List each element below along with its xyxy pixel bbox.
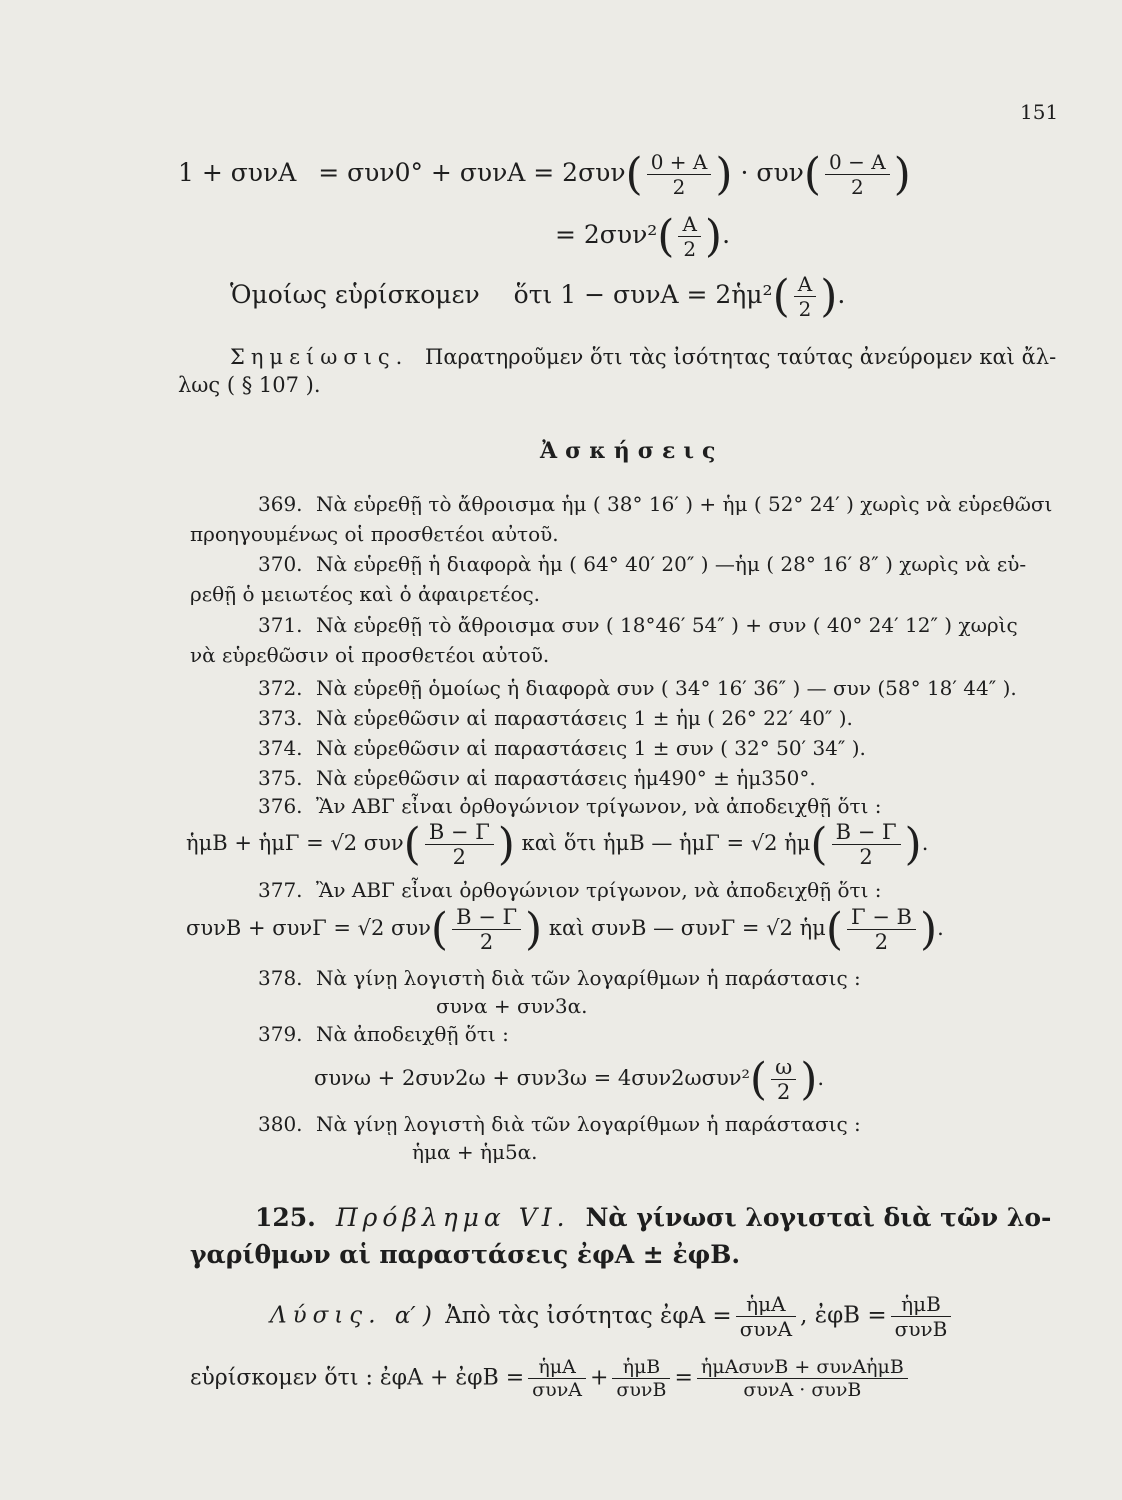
denominator: 2 <box>794 296 816 321</box>
paren: ) <box>820 270 838 322</box>
denominator: 2 <box>678 236 700 261</box>
exercise-number: 369. <box>258 492 303 516</box>
solution-text: Ἀπὸ τὰς ἰσότητας ἐφA = <box>445 1302 732 1329</box>
solution-line-1 <box>270 1292 955 1341</box>
paren: ( <box>749 1053 768 1105</box>
problem-number: 125. <box>255 1203 316 1232</box>
paren: ) <box>893 148 911 200</box>
exercises-heading: Ἀσκήσεις <box>540 438 724 464</box>
paren: ) <box>704 210 723 262</box>
denominator: 2 <box>825 174 890 199</box>
paren: ( <box>803 148 822 200</box>
exercise-372 <box>258 676 1017 700</box>
remark-label: Σημείωσις. <box>230 345 409 369</box>
exercise-text: Νὰ γίνῃ λογιστὴ διὰ τῶν λογαρίθμων ἡ παράστασις : <box>316 1112 861 1136</box>
paren: ) <box>800 1053 818 1105</box>
numerator: Γ − B <box>850 905 912 929</box>
numerator: B − Γ <box>428 820 490 844</box>
fraction <box>612 1356 670 1401</box>
numerator: B − Γ <box>456 905 518 929</box>
equation-379: συνω + 2συν2ω + συν3ω = 4συν2ωσυν²( $\frac{\omega}{2}$ ). <box>314 1053 825 1105</box>
derivation-step: ὅτι 1 − συνA = 2ἡμ² <box>513 280 773 309</box>
denominator: 2 <box>647 174 712 199</box>
problem-title-line-2: γαρίθμων αἱ παραστάσεις ἐφA ± ἐφB. <box>190 1240 741 1269</box>
denominator: 2 <box>425 844 494 869</box>
numerator: 0 + A <box>650 150 708 174</box>
exercise-369 <box>258 492 1052 516</box>
paren: ( <box>430 903 449 955</box>
exercise-375 <box>258 766 816 790</box>
equation-part: συνB + συνΓ = √2 συν <box>186 916 431 940</box>
paren: ( <box>825 903 843 955</box>
similarly-text: Ὁμοίως εὑρίσκομεν <box>230 280 480 309</box>
problem-title: Νὰ γίνωσι λογισταὶ διὰ τῶν λο- <box>585 1203 1052 1232</box>
denominator: 2 <box>771 1079 796 1104</box>
denominator: συνB <box>891 1316 952 1341</box>
denominator: συνA <box>736 1316 796 1341</box>
times-cos: · συν <box>740 158 804 187</box>
derivation-step: = συν0° + συνA = 2συν <box>318 158 626 187</box>
denominator: 2 <box>452 929 521 954</box>
exercise-text: Νὰ εὑρεθῶσιν αἱ παραστάσεις ἡμ490° ± ἡμ350°. <box>316 766 816 790</box>
paren: ) <box>715 148 733 200</box>
exercise-text: Ἂν ΑΒΓ εἶναι ὀρθογώνιον τρίγωνον, νὰ ἀποδειχθῇ ὅτι : <box>316 794 882 818</box>
numerator: ἡμB <box>622 1356 661 1378</box>
exercise-371-cont: νὰ εὑρεθῶσιν οἱ προσθετέοι αὐτοῦ. <box>190 643 550 667</box>
exercise-number: 376. <box>258 794 303 818</box>
remark-line-1 <box>230 345 1056 369</box>
equation-part: συνω + 2συν2ω + συν3ω = 4συν2ωσυν² <box>314 1066 750 1090</box>
numerator: ἡμB <box>901 1292 941 1316</box>
exercise-370-cont: ρεθῇ ὁ μειωτέος καὶ ὁ ἀφαιρετέος. <box>190 582 541 606</box>
exercise-number: 371. <box>258 613 303 637</box>
denominator: 2 <box>847 929 916 954</box>
exercise-text: Νὰ εὑρεθῇ τὸ ἄθροισμα ἡμ ( 38° 16′ ) + ἡμ ( 52° 24′ ) χωρὶς νὰ εὑρεθῶσι <box>316 492 1053 516</box>
fraction <box>697 1356 908 1401</box>
paren: ( <box>772 270 790 322</box>
exercise-text: Νὰ γίνῃ λογιστὴ διὰ τῶν λογαρίθμων ἡ παράστασις : <box>316 966 861 990</box>
exercise-number: 372. <box>258 676 303 700</box>
derivation-step: = 2συν² <box>555 220 658 249</box>
exercise-number: 378. <box>258 966 303 990</box>
exercise-number: 379. <box>258 1022 303 1046</box>
solution-part: α′ ) <box>394 1302 432 1329</box>
fraction <box>847 905 916 954</box>
exercise-380 <box>258 1112 861 1136</box>
exercise-378-expr: συνα + συν3α. <box>436 994 588 1018</box>
exercise-text: Νὰ εὑρεθῇ τὸ ἄθροισμα συν ( 18°46′ 54″ ) + συν ( 40° 24′ 12″ ) χωρὶς <box>316 613 1018 637</box>
solution-label: Λύσις. <box>270 1302 382 1329</box>
fraction <box>794 272 816 321</box>
fraction <box>825 150 890 199</box>
exercise-text: Νὰ εὑρεθῶσιν αἱ παραστάσεις 1 ± συν ( 32° 50′ 34″ ). <box>316 736 866 760</box>
paren: ) <box>525 903 543 955</box>
derivation-line-3: Ὁμοίως εὑρίσκομεν ὅτι 1 − συνA = 2ἡμ²( $\frac{A}{2}$ ). <box>230 270 846 322</box>
fraction <box>425 820 494 869</box>
numerator: A <box>797 272 813 296</box>
equals-sign: = <box>674 1365 693 1391</box>
numerator: 0 − A <box>829 150 886 174</box>
exercise-number: 380. <box>258 1112 303 1136</box>
numerator: ἡμAσυνB + συνAἡμB <box>700 1356 904 1378</box>
exercise-378 <box>258 966 861 990</box>
exercise-371 <box>258 613 1018 637</box>
exercise-370 <box>258 552 1026 576</box>
derivation-lhs: 1 + συνA <box>178 158 297 187</box>
denominator: 2 <box>832 844 901 869</box>
paren: ) <box>904 818 922 870</box>
exercise-text: Νὰ εὑρεθῇ ἡ διαφορὰ ἡμ ( 64° 40′ 20″ ) —ἡμ ( 28° 16′ 8″ ) χωρὶς νὰ εὑ- <box>316 552 1027 576</box>
fraction <box>647 150 712 199</box>
paren: ) <box>919 903 938 955</box>
page-number: 151 <box>1020 100 1059 124</box>
numerator: ἡμA <box>538 1356 576 1378</box>
exercise-373 <box>258 706 853 730</box>
equation-part: καὶ συνB — συνΓ = √2 ἡμ <box>548 916 826 940</box>
exercise-text: Νὰ ἀποδειχθῇ ὅτι : <box>316 1022 509 1046</box>
paren: ( <box>810 818 828 870</box>
exercise-number: 373. <box>258 706 303 730</box>
numerator: ἡμA <box>746 1292 786 1316</box>
exercise-text: Νὰ εὑρεθῶσιν αἱ παραστάσεις 1 ± ἡμ ( 26° 22′ 40″ ). <box>316 706 853 730</box>
fraction <box>771 1055 796 1104</box>
exercise-380-expr: ἡμα + ἡμ5α. <box>412 1140 538 1164</box>
exercise-text: Νὰ εὑρεθῇ ὁμοίως ἡ διαφορὰ συν ( 34° 16′ 36″ ) — συν (58° 18′ 44″ ). <box>316 676 1017 700</box>
equation-part: ἡμB + ἡμΓ = √2 συν <box>186 831 404 855</box>
equation-377: συνB + συνΓ = √2 συν( $\frac{B - \Gamma}{2}$ ) καὶ συνB — συνΓ = √2 ἡμ( $\frac{\Gamma - B}{2}$ ). <box>186 903 944 955</box>
equation-376: ἡμB + ἡμΓ = √2 συν( $\frac{B - \Gamma}{2}$ ) καὶ ὅτι ἡμB — ἡμΓ = √2 ἡμ( $\frac{B - \Gamma}{2}$ ). <box>186 818 929 870</box>
denominator: συνA · συνB <box>697 1378 908 1401</box>
fraction <box>528 1356 586 1401</box>
exercise-number: 375. <box>258 766 303 790</box>
exercise-377 <box>258 878 882 902</box>
equation-part: καὶ ὅτι ἡμB — ἡμΓ = √2 ἡμ <box>521 831 811 855</box>
numerator: A <box>682 212 697 236</box>
fraction <box>832 820 901 869</box>
denominator: συνA <box>528 1378 586 1401</box>
problem-title-line-1 <box>255 1203 1051 1232</box>
remark-line-2: λως ( § 107 ). <box>178 373 321 397</box>
fraction <box>678 212 700 261</box>
numerator: ω <box>775 1055 793 1079</box>
solution-line-2 <box>190 1356 912 1401</box>
derivation-line-2: = 2συν²( $\frac{A}{2}$ ). <box>555 210 731 262</box>
paren: ( <box>657 210 675 262</box>
solution-text: εὑρίσκομεν ὅτι : ἐφA + ἐφB = <box>190 1365 525 1391</box>
exercise-369-cont: προηγουμένως οἱ προσθετέοι αὐτοῦ. <box>190 522 559 546</box>
exercise-number: 377. <box>258 878 303 902</box>
denominator: συνB <box>612 1378 670 1401</box>
solution-text: , ἐφB = <box>800 1302 887 1329</box>
exercise-374 <box>258 736 866 760</box>
exercise-number: 370. <box>258 552 303 576</box>
exercise-text: Ἂν ΑΒΓ εἶναι ὀρθογώνιον τρίγωνον, νὰ ἀποδειχθῇ ὅτι : <box>316 878 882 902</box>
paren: ( <box>625 148 643 200</box>
exercise-379 <box>258 1022 509 1046</box>
derivation-line-1 <box>178 150 911 199</box>
fraction <box>736 1292 796 1341</box>
exercise-number: 374. <box>258 736 303 760</box>
fraction <box>452 905 521 954</box>
fraction <box>891 1292 952 1341</box>
paren: ( <box>403 818 421 870</box>
remark-text: Παρατηροῦμεν ὅτι τὰς ἰσότητας ταύτας ἀνεύρομεν καὶ ἄλ- <box>425 345 1057 369</box>
problem-label: Πρόβλημα VI. <box>335 1203 570 1232</box>
paren: ) <box>497 818 515 870</box>
plus-sign: + <box>589 1365 609 1391</box>
numerator: B − Γ <box>835 820 897 844</box>
exercise-376 <box>258 794 882 818</box>
